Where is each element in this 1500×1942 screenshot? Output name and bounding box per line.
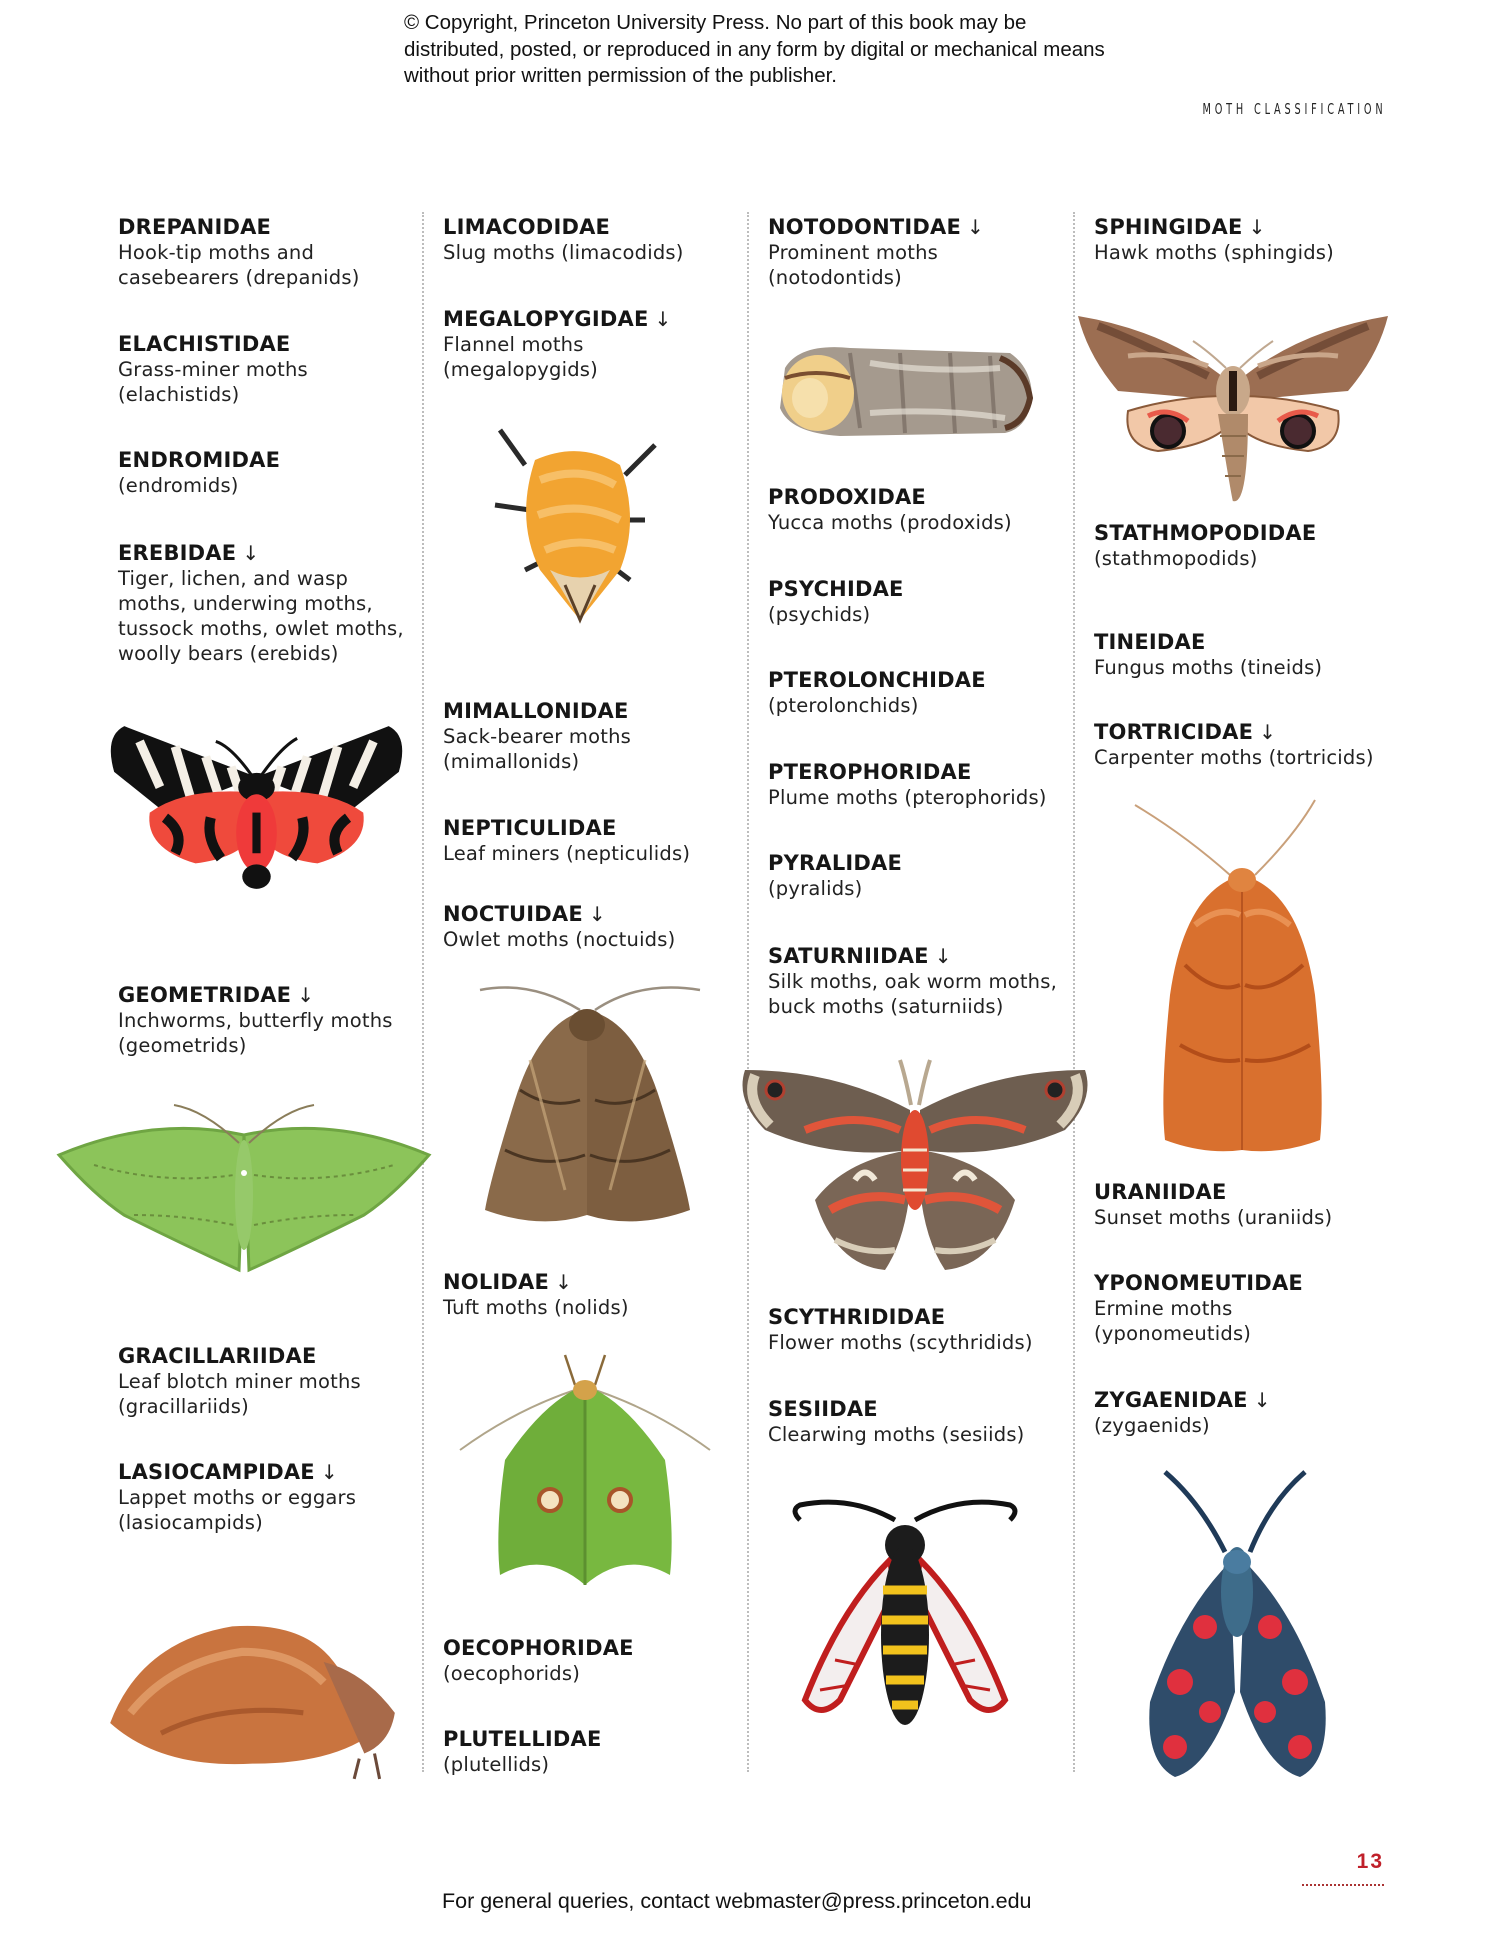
- family-entry: [118, 540, 428, 666]
- family-name: NEPTICULIDAE: [443, 816, 617, 840]
- arrow-down-icon: ↓: [1253, 1388, 1271, 1412]
- family-description: Flower moths (scythridids): [768, 1331, 1033, 1354]
- moth-image-prominent-moth: [770, 328, 1040, 448]
- flannel-moth-icon: [480, 420, 675, 640]
- arrow-down-icon: ↓: [320, 1460, 338, 1484]
- moth-image-tuft-moth: [455, 1350, 715, 1595]
- family-description: Prominent moths (notodontids): [768, 241, 938, 289]
- family-name: ZYGAENIDAE ↓: [1094, 1388, 1271, 1412]
- lappet-moth-icon: [100, 1600, 405, 1785]
- family-description: Inchworms, butterfly moths (geometrids): [118, 1009, 393, 1057]
- family-entry: [443, 698, 753, 774]
- column-divider: [747, 212, 749, 1772]
- family-name: PTEROPHORIDAE: [768, 760, 972, 784]
- family-description: Hawk moths (sphingids): [1094, 241, 1334, 264]
- family-name: NOTODONTIDAE ↓: [768, 215, 984, 239]
- family-entry: [768, 484, 1078, 535]
- family-name: LIMACODIDAE: [443, 215, 611, 239]
- family-entry: [768, 759, 1078, 810]
- family-description: Clearwing moths (sesiids): [768, 1423, 1025, 1446]
- green-geometrid-icon: [54, 1095, 434, 1290]
- family-name: SCYTHRIDIDAE: [768, 1305, 946, 1329]
- burnet-moth-icon: [1120, 1462, 1355, 1787]
- family-name: PRODOXIDAE: [768, 485, 926, 509]
- tiger-moth-icon: [104, 715, 409, 900]
- family-entry: [118, 1459, 428, 1535]
- family-name: SPHINGIDAE ↓: [1094, 215, 1266, 239]
- family-entry: [1094, 520, 1404, 571]
- family-entry: [118, 982, 428, 1058]
- arrow-down-icon: ↓: [242, 541, 260, 565]
- family-description: Grass-miner moths (elachistids): [118, 358, 308, 406]
- family-entry: [118, 1343, 428, 1419]
- family-description: (oecophorids): [443, 1662, 581, 1685]
- arrow-down-icon: ↓: [1248, 215, 1266, 239]
- family-description: Leaf miners (nepticulids): [443, 842, 691, 865]
- family-name: OECOPHORIDAE: [443, 1636, 634, 1660]
- family-description: (pterolonchids): [768, 694, 919, 717]
- tortricid-moth-icon: [1125, 795, 1360, 1160]
- owlet-moth-icon: [470, 980, 705, 1240]
- family-name: GRACILLARIIDAE: [118, 1344, 317, 1368]
- family-name: MIMALLONIDAE: [443, 699, 629, 723]
- family-description: Tiger, lichen, and wasp moths, underwing moths, tussock moths, owlet moths, woolly bears (erebids): [118, 567, 404, 665]
- arrow-down-icon: ↓: [588, 902, 606, 926]
- family-name: EREBIDAE ↓: [118, 541, 260, 565]
- family-name: TINEIDAE: [1094, 630, 1206, 654]
- family-entry: [768, 214, 1078, 290]
- running-head: MOTH CLASSIFICATION: [1202, 100, 1386, 118]
- family-name: STATHMOPODIDAE: [1094, 521, 1317, 545]
- family-description: Ermine moths (yponomeutids): [1094, 1297, 1252, 1345]
- family-entry: [443, 1269, 753, 1320]
- family-entry: [443, 815, 753, 866]
- family-description: Owlet moths (noctuids): [443, 928, 676, 951]
- family-description: Lappet moths or eggars (lasiocampids): [118, 1486, 357, 1534]
- family-description: (plutellids): [443, 1753, 550, 1776]
- family-entry: [118, 447, 428, 498]
- family-name: PTEROLONCHIDAE: [768, 668, 986, 692]
- family-description: (zygaenids): [1094, 1414, 1210, 1437]
- family-entry: [768, 667, 1078, 718]
- family-name: MEGALOPYGIDAE ↓: [443, 307, 672, 331]
- family-name: ELACHISTIDAE: [118, 332, 291, 356]
- moth-image-clearwing-moth: [780, 1490, 1030, 1740]
- family-name: PLUTELLIDAE: [443, 1727, 602, 1751]
- prominent-moth-icon: [770, 328, 1040, 448]
- family-description: (stathmopodids): [1094, 547, 1258, 570]
- family-entry: [1094, 1270, 1404, 1346]
- copyright-notice: © Copyright, Princeton University Press. No part of this book may be distributed, posted, or reproduced in any form by digital or mechanical means without prior written permission of the publisher.: [404, 11, 1105, 87]
- family-description: Fungus moths (tineids): [1094, 656, 1323, 679]
- family-entry: [1094, 629, 1404, 680]
- family-entry: [443, 214, 753, 265]
- family-description: Plume moths (pterophorids): [768, 786, 1047, 809]
- moth-image-owlet-moth: [470, 980, 705, 1240]
- family-name: NOLIDAE ↓: [443, 1270, 573, 1294]
- clearwing-moth-icon: [780, 1490, 1030, 1740]
- family-description: Carpenter moths (tortricids): [1094, 746, 1374, 769]
- family-entry: [443, 901, 753, 952]
- family-description: Hook-tip moths and casebearers (drepanids): [118, 241, 360, 289]
- family-entry: [768, 1396, 1078, 1447]
- family-description: Tuft moths (nolids): [443, 1296, 629, 1319]
- arrow-down-icon: ↓: [297, 983, 315, 1007]
- family-name: DREPANIDAE: [118, 215, 272, 239]
- family-name: URANIIDAE: [1094, 1180, 1227, 1204]
- family-description: Silk moths, oak worm moths, buck moths (saturniids): [768, 970, 1057, 1018]
- family-entry: [443, 1726, 753, 1777]
- family-entry: [443, 1635, 753, 1686]
- family-description: Slug moths (limacodids): [443, 241, 684, 264]
- family-entry: [1094, 1179, 1404, 1230]
- family-description: Leaf blotch miner moths (gracillariids): [118, 1370, 361, 1418]
- family-name: SATURNIIDAE ↓: [768, 944, 952, 968]
- hawk-moth-icon: [1068, 296, 1398, 506]
- family-description: Flannel moths (megalopygids): [443, 333, 598, 381]
- family-name: TORTRICIDAE ↓: [1094, 720, 1277, 744]
- page-number-rule: [1302, 1884, 1384, 1886]
- family-entry: [118, 214, 428, 290]
- family-name: GEOMETRIDAE ↓: [118, 983, 315, 1007]
- family-entry: [1094, 1387, 1404, 1438]
- moth-image-tiger-moth: [104, 715, 409, 900]
- family-entry: [118, 331, 428, 407]
- family-entry: [1094, 214, 1404, 265]
- family-name: SESIIDAE: [768, 1397, 878, 1421]
- arrow-down-icon: ↓: [934, 944, 952, 968]
- family-entry: [768, 576, 1078, 627]
- family-description: (endromids): [118, 474, 239, 497]
- family-name: PSYCHIDAE: [768, 577, 904, 601]
- family-entry: [443, 306, 753, 382]
- moth-image-tortricid-moth: [1125, 795, 1360, 1160]
- family-description: (psychids): [768, 603, 871, 626]
- page-number: 13: [1356, 1850, 1384, 1873]
- moth-image-lappet-moth: [100, 1600, 405, 1785]
- family-name: PYRALIDAE: [768, 851, 903, 875]
- arrow-down-icon: ↓: [1259, 720, 1277, 744]
- arrow-down-icon: ↓: [654, 307, 672, 331]
- family-name: LASIOCAMPIDAE ↓: [118, 1460, 338, 1484]
- family-entry: [768, 850, 1078, 901]
- moth-image-cecropia-moth: [735, 1050, 1095, 1275]
- family-description: (pyralids): [768, 877, 863, 900]
- family-entry: [768, 943, 1078, 1019]
- family-entry: [1094, 719, 1404, 770]
- moth-image-flannel-moth: [480, 420, 675, 640]
- moth-image-burnet-moth: [1120, 1462, 1355, 1787]
- family-description: Yucca moths (prodoxids): [768, 511, 1012, 534]
- family-entry: [768, 1304, 1078, 1355]
- family-name: NOCTUIDAE ↓: [443, 902, 606, 926]
- moth-image-geometrid: [54, 1095, 434, 1290]
- arrow-down-icon: ↓: [555, 1270, 573, 1294]
- tuft-moth-icon: [455, 1350, 715, 1595]
- family-name: YPONOMEUTIDAE: [1094, 1271, 1303, 1295]
- family-description: Sunset moths (uraniids): [1094, 1206, 1333, 1229]
- arrow-down-icon: ↓: [967, 215, 984, 239]
- footer-contact: For general queries, contact webmaster@press.princeton.edu: [442, 1889, 1032, 1913]
- family-description: Sack-bearer moths (mimallonids): [443, 725, 631, 773]
- cecropia-moth-icon: [735, 1050, 1095, 1275]
- family-name: ENDROMIDAE: [118, 448, 281, 472]
- moth-image-hawk-moth: [1068, 296, 1398, 506]
